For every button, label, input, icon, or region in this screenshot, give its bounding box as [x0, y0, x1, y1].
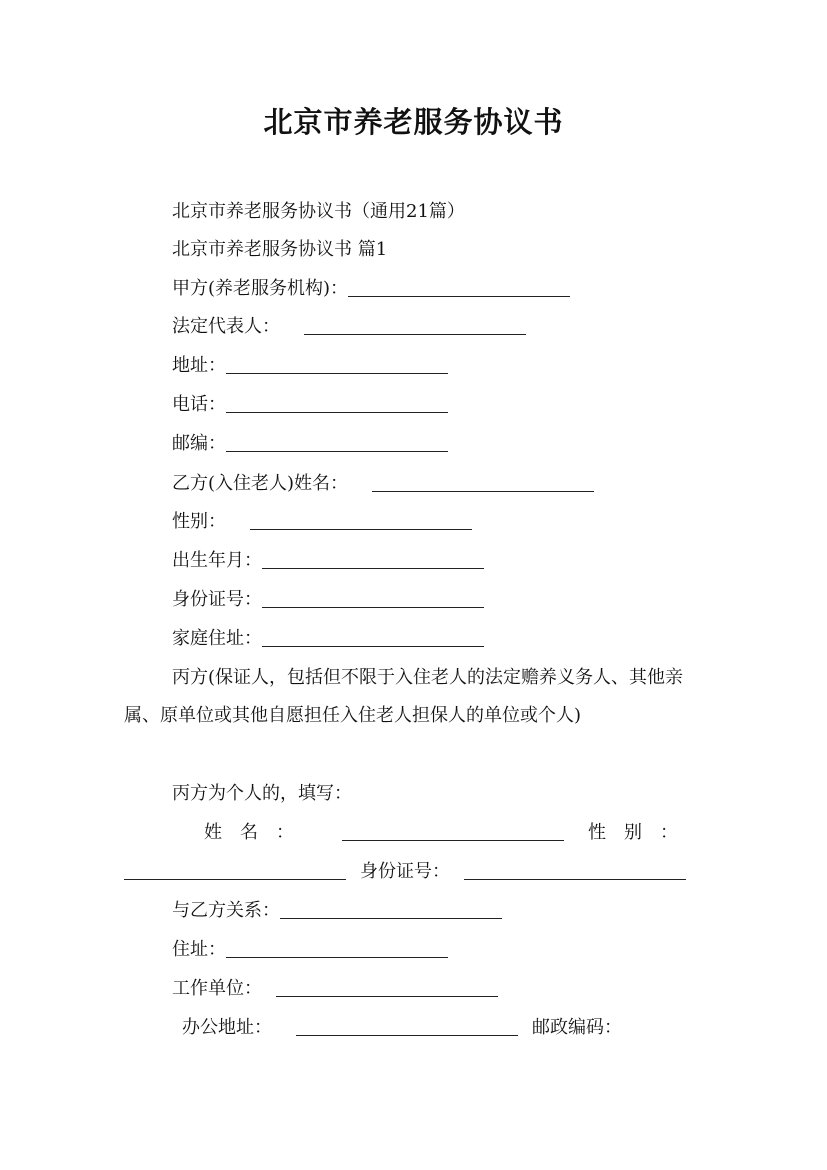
office-label: 办公地址：	[182, 1017, 272, 1038]
postcode-row	[172, 432, 448, 456]
birth-blank[interactable]	[262, 550, 484, 569]
c-id-blank[interactable]	[464, 861, 686, 880]
c-name-row	[204, 821, 678, 845]
c-gender-label: 性 别 ：	[588, 822, 678, 843]
address-blank[interactable]	[226, 355, 448, 374]
gender-row	[172, 510, 472, 534]
id-label: 身份证号：	[172, 589, 262, 610]
legal-rep-label: 法定代表人：	[172, 316, 280, 337]
work-unit-label: 工作单位：	[172, 978, 262, 999]
id-blank[interactable]	[262, 589, 484, 608]
party-c-individual-row	[172, 782, 352, 806]
zip-label: 邮政编码：	[532, 1017, 622, 1038]
id-row	[172, 588, 484, 612]
c-name-label: 姓 名 ：	[204, 822, 294, 843]
party-c-paragraph	[124, 659, 714, 735]
gender-label: 性别：	[172, 511, 226, 532]
postcode-blank[interactable]	[226, 433, 448, 452]
relation-blank[interactable]	[280, 900, 502, 919]
home-address-blank[interactable]	[262, 628, 484, 647]
postcode-label: 邮编：	[172, 433, 226, 454]
residence-row	[172, 938, 448, 962]
phone-label: 电话：	[172, 394, 226, 415]
party-c-individual-text: 丙方为个人的，填写：	[172, 783, 352, 804]
legal-rep-blank[interactable]	[304, 316, 526, 335]
phone-row	[172, 393, 448, 417]
c-gender-id-row	[124, 860, 686, 884]
work-unit-row	[172, 977, 498, 1001]
party-c-text: 丙方(保证人，包括但不限于入住老人的法定赡养义务人、其他亲属、原单位或其他自愿担任入住老人担保人的单位或个人)	[124, 667, 684, 726]
section-heading	[172, 238, 387, 262]
residence-blank[interactable]	[226, 939, 448, 958]
subtitle-line	[172, 200, 465, 224]
section-heading-text: 北京市养老服务协议书 篇1	[172, 239, 388, 260]
document-title: 北京市养老服务协议书	[263, 105, 564, 139]
gender-blank[interactable]	[250, 511, 472, 530]
home-address-label: 家庭住址：	[172, 628, 262, 649]
party-b-row	[172, 472, 594, 496]
c-name-blank[interactable]	[342, 822, 564, 841]
address-row	[172, 354, 448, 378]
phone-blank[interactable]	[226, 394, 448, 413]
party-b-label: 乙方(入住老人)姓名：	[172, 473, 349, 494]
work-unit-blank[interactable]	[276, 978, 498, 997]
legal-rep-row	[172, 315, 526, 339]
birth-label: 出生年月：	[172, 550, 262, 571]
subtitle-text: 北京市养老服务协议书（通用21篇）	[172, 201, 465, 222]
relation-row	[172, 899, 502, 923]
party-b-blank[interactable]	[372, 473, 594, 492]
c-gender-blank[interactable]	[124, 861, 346, 880]
address-label: 地址：	[172, 355, 226, 376]
party-a-label: 甲方(养老服务机构)：	[172, 278, 349, 299]
office-row	[182, 1016, 622, 1040]
office-blank[interactable]	[296, 1017, 518, 1036]
party-a-row	[172, 277, 570, 301]
birth-row	[172, 549, 484, 573]
relation-label: 与乙方关系：	[172, 900, 280, 921]
residence-label: 住址：	[172, 939, 226, 960]
party-a-blank[interactable]	[348, 278, 570, 297]
c-id-label: 身份证号：	[360, 861, 450, 882]
home-address-row	[172, 627, 484, 651]
